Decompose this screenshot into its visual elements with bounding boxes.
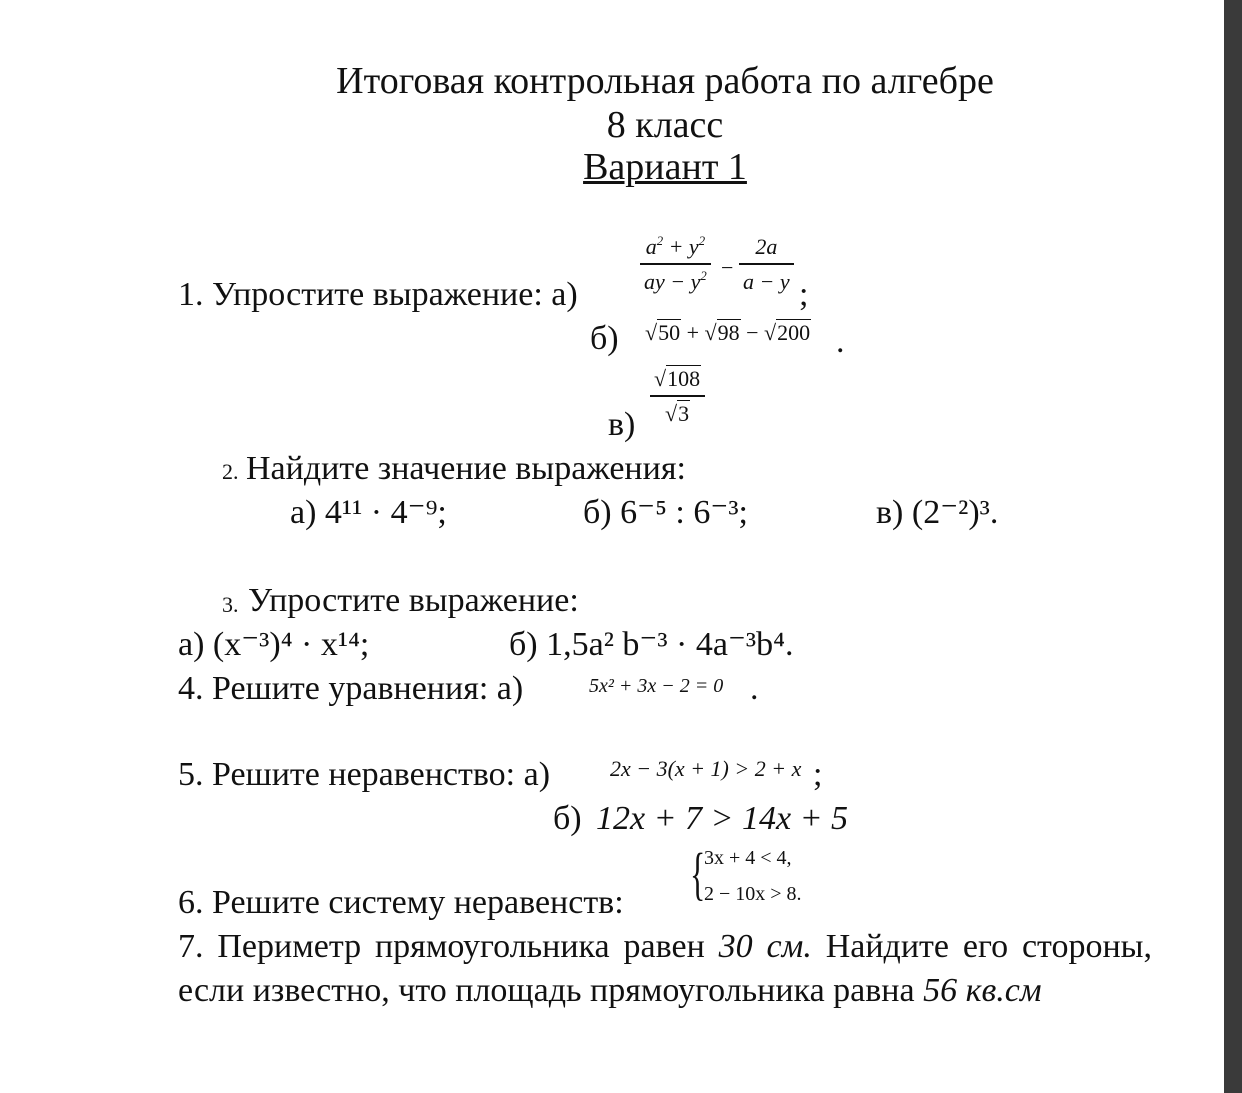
plus-sign: + [686,320,699,345]
task2-a: а) 4¹¹ · 4⁻⁹; [290,494,447,531]
task7-text-mid: Найдите его стороны, если известно, что площадь прямоугольника равна [178,928,1152,1009]
task1-b-end: . [836,323,845,360]
task1-b-expression: √50 + √98 − √200 [645,320,811,345]
fraction-bar [640,263,711,265]
task4-equation: 5x² + 3x − 2 = 0 [589,675,724,697]
task4-end: . [750,670,759,707]
worksheet-title: Итоговая контрольная работа по алгебре [336,60,994,102]
task7-text-pre: 7. Периметр прямоугольника равен [178,928,719,965]
task3-b: б) 1,5a² b⁻³ · 4a⁻³b⁴. [509,626,794,663]
task2-c: в) (2⁻²)³. [876,494,999,531]
task1-a-minus: − [721,255,734,280]
task1-c-numerator: √108 [654,366,701,391]
task6-label: 6. Решите систему неравенств: [178,884,624,921]
task1-a-fraction1 [640,233,711,294]
task3-text: Упростите выражение: [248,582,579,619]
task6-line2: 2 − 10x > 8. [704,883,802,905]
task7-perimeter: 30 см. [718,928,812,965]
task1-c-label: в) [608,406,636,443]
radicand-3: 3 [678,400,690,426]
task1-c-fraction [650,368,705,425]
task7-paragraph [178,925,1152,1013]
task1-c-denominator: √3 [665,400,690,426]
grade-label: 8 класс [606,104,724,146]
radicand-108: 108 [667,366,701,391]
task1-a-end: ; [799,276,809,313]
system-brace-icon: { [690,841,706,906]
task2-number: 2. [222,459,239,484]
task1-label: 1. Упростите выражение: а) [178,276,578,313]
task2-text: Найдите значение выражения: [246,450,686,487]
task1-a-numerator1: $a^2 + y^2$ [645,233,706,259]
task5-b-expression: 12x + 7 > 14x + 5 [596,800,849,837]
task1-a-denominator2: a − y [743,268,790,294]
viewer-scrollbar[interactable] [1224,0,1242,1093]
task5-a-expression: 2x − 3(x + 1) > 2 + x [610,756,802,781]
radicand-50: 50 [658,320,681,345]
task1-a-fraction2 [739,236,794,293]
task6-line1: 3x + 4 < 4, [704,847,792,869]
task1-a-numerator2: 2a [755,234,778,259]
task5-a-end: ; [813,756,823,793]
task4-label: 4. Решите уравнения: а) [178,670,524,707]
task5-b-label: б) [553,800,582,837]
task3-a: а) (x⁻³)⁴ · x¹⁴; [178,626,370,663]
fraction-bar [650,395,705,397]
task5-label: 5. Решите неравенство: а) [178,756,551,793]
task1-b-label: б) [590,320,619,357]
variant-label-text: Вариант 1 [583,146,747,188]
task1-a-denominator1: ay − $y^2$ [644,268,707,294]
task2-b: б) 6⁻⁵ : 6⁻³; [583,494,748,531]
variant-label [0,148,1242,186]
radicand-200: 200 [777,320,811,345]
radicand-98: 98 [717,320,740,345]
task7-area: 56 кв.см [923,972,1042,1009]
fraction-bar [739,263,794,265]
task3-number: 3. [222,592,239,617]
minus-sign: − [746,320,759,345]
